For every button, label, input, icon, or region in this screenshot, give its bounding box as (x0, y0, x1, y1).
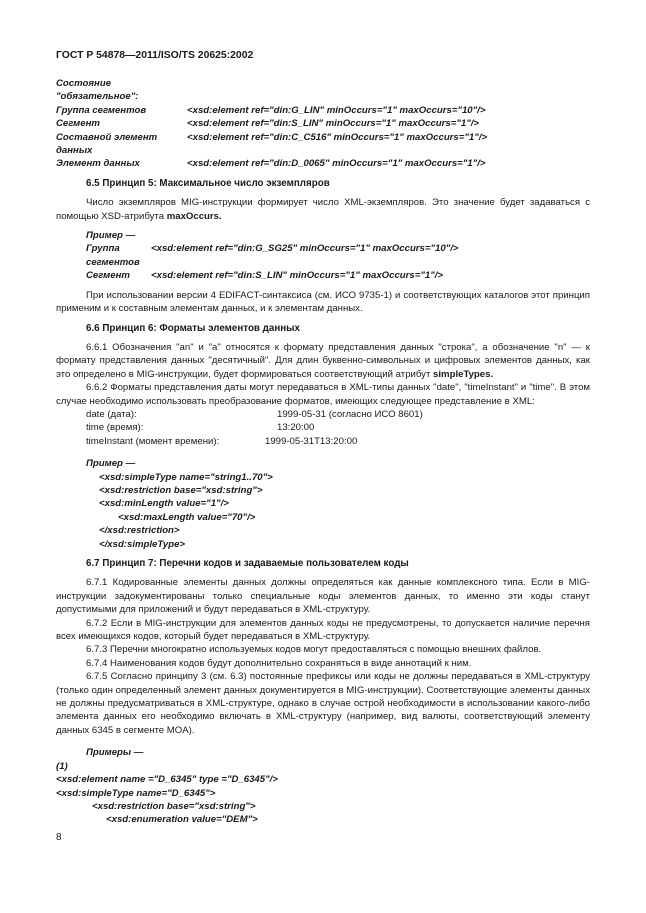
table-row (56, 157, 590, 170)
table-label: Группа (86, 243, 120, 255)
table-code: <xsd:element ref="din:D_0065" minOccurs="1" maxOccurs="1"/> (187, 158, 486, 170)
format-label: timeInstant (момент времени): (86, 435, 220, 447)
table-row (56, 77, 590, 90)
table-row (86, 269, 590, 282)
format-row (86, 435, 590, 448)
code-line: <xsd:minLength value="1"/> (99, 498, 229, 510)
example-label: Пример — (86, 230, 136, 242)
table-row (56, 131, 590, 144)
table-row (56, 144, 590, 157)
table-code: <xsd:element ref="din:G_LIN" minOccurs="1" maxOccurs="10"/> (187, 104, 486, 116)
attribute-name: simpleTypes. (433, 368, 494, 380)
table-row (86, 242, 590, 255)
code-line: <xsd:enumeration value="DEM"> (106, 814, 258, 826)
paragraph: 6.7.3 Перечни многократно используемых кодов могут предоставляться с помощью внешних файлов. (86, 644, 542, 656)
table-label: Состояние (56, 78, 112, 89)
code-line: <xsd:maxLength value="70"/> (118, 511, 256, 523)
code-line: <xsd:restriction base="xsd:string"> (92, 800, 256, 812)
table-label: "обязательное": (56, 91, 139, 103)
format-label: date (дата): (86, 408, 137, 420)
format-row (86, 421, 590, 434)
paragraph: 6.7.4 Наименования кодов будут дополнительно сохраняться в виде аннотаций к ним. (86, 657, 472, 669)
page-number: 8 (56, 832, 62, 843)
paragraph-text: Число экземпляров MIG-инструкции формирует число XML-экземпляров. Это значение будет задаваться с помощью XSD-атрибута (56, 197, 590, 222)
table-label: Элемент данных (56, 158, 140, 170)
table-code: <xsd:element ref="din:S_LIN" minOccurs="1" maxOccurs="1"/> (151, 270, 444, 282)
format-row (86, 408, 590, 421)
table-row (86, 256, 590, 269)
code-line: <xsd:simpleType name="string1..70"> (99, 471, 273, 483)
code-line: </xsd:simpleType> (99, 538, 186, 550)
page-content (56, 77, 590, 827)
example-label: Пример — (86, 458, 136, 470)
paragraph: 6.7.2 Если в MIG-инструкции для элементов данных коды не предусмотрены, то допускается наличие перечня всех имеющихся кодов, который будет передаваться в XML-структуру. (56, 617, 590, 643)
paragraph: 6.6.2 Форматы представления даты могут передаваться в XML-типы данных "date", "timeInstant" и "time". В этом случае необходимо использовать преобразование форматов, имеющих следующее представление в XML: (56, 382, 590, 407)
table-code: <xsd:element ref="din:C_C516" minOccurs="1" maxOccurs="1"/> (187, 131, 488, 143)
paragraph: 6.7.5 Согласно принципу 3 (см. 6.3) постоянные префиксы или коды не должны передаваться в XML-структуру (только один определенный элемент данных документируется в MIG-инструкции). Соответствующие элементы данных не должны предусматриваться в XML-структуре, однако в случае острой необходимости в использовании какого-либо элемента данных его необходимо включать в XML-структуру (например, вид валюты, соответствующий элементу данных 6345 в сегменте MOA). (56, 671, 590, 736)
table-row (56, 90, 590, 103)
format-value: 1999-05-31 (согласно ИСО 8601) (277, 408, 423, 420)
section-heading-6-6: 6.6 Принцип 6: Форматы элементов данных (86, 322, 300, 334)
table-label: Сегмент (56, 118, 100, 130)
table-label: Составной элемент (56, 131, 158, 143)
table-label: Группа сегментов (56, 104, 147, 116)
element-mapping-table (56, 77, 590, 171)
table-label: данных (56, 145, 93, 157)
table-row (56, 117, 590, 130)
document-header: ГОСТ Р 54878—2011/ISO/TS 20625:2002 (56, 50, 254, 61)
section-heading-6-5: 6.5 Принцип 5: Максимальное число экземпляров (86, 177, 330, 189)
table-row (56, 104, 590, 117)
code-line: <xsd:simpleType name="D_6345"> (56, 787, 216, 799)
code-line: (1) (56, 760, 68, 772)
table-label: Сегмент (86, 270, 130, 282)
paragraph: 6.7.1 Кодированные элементы данных должны определяться как данные комплексного типа. Если в MIG-инструкции задокументированы только специальные коды элементов данных, то именно эти коды станут допустимыми для приложений и будут передаваться в XML-структуру. (56, 577, 590, 616)
format-value: 1999-05-31T13:20:00 (265, 435, 358, 447)
code-line: <xsd:restriction base="xsd:string"> (99, 484, 263, 496)
paragraph (56, 341, 590, 381)
format-value: 13:20:00 (277, 422, 315, 434)
paragraph: При использовании версии 4 EDIFACT-синтаксиса (см. ИСО 9735-1) и соответствующих каталогов этот принцип применим и к составным элементам данных, и к элементам данных. (56, 289, 590, 315)
paragraph-text: 6.6.1 Обозначения "an" и "a" относятся к формату представления данных "строка", а обозначение "n" — к формату представления данных "десятичный". Для длин буквенно-символьных и цифровых элементов данных, как это определено в MIG-инструкции, будет формироваться соответствующий атрибут (56, 341, 590, 380)
format-label: time (время): (86, 422, 144, 434)
code-line: <xsd:element name ="D_6345" type ="D_6345"/> (56, 774, 278, 786)
paragraph (56, 196, 590, 223)
table-code: <xsd:element ref="din:G_SG25" minOccurs="1" maxOccurs="10"/> (151, 243, 459, 255)
examples-label: Примеры — (86, 747, 144, 759)
table-label: сегментов (86, 256, 140, 268)
table-code: <xsd:element ref="din:S_LIN" minOccurs="1" maxOccurs="1"/> (187, 118, 480, 130)
code-line: </xsd:restriction> (99, 525, 180, 537)
section-heading-6-7: 6.7 Принцип 7: Перечни кодов и задаваемые пользователем коды (86, 558, 409, 569)
attribute-name: maxOccurs. (166, 210, 222, 222)
